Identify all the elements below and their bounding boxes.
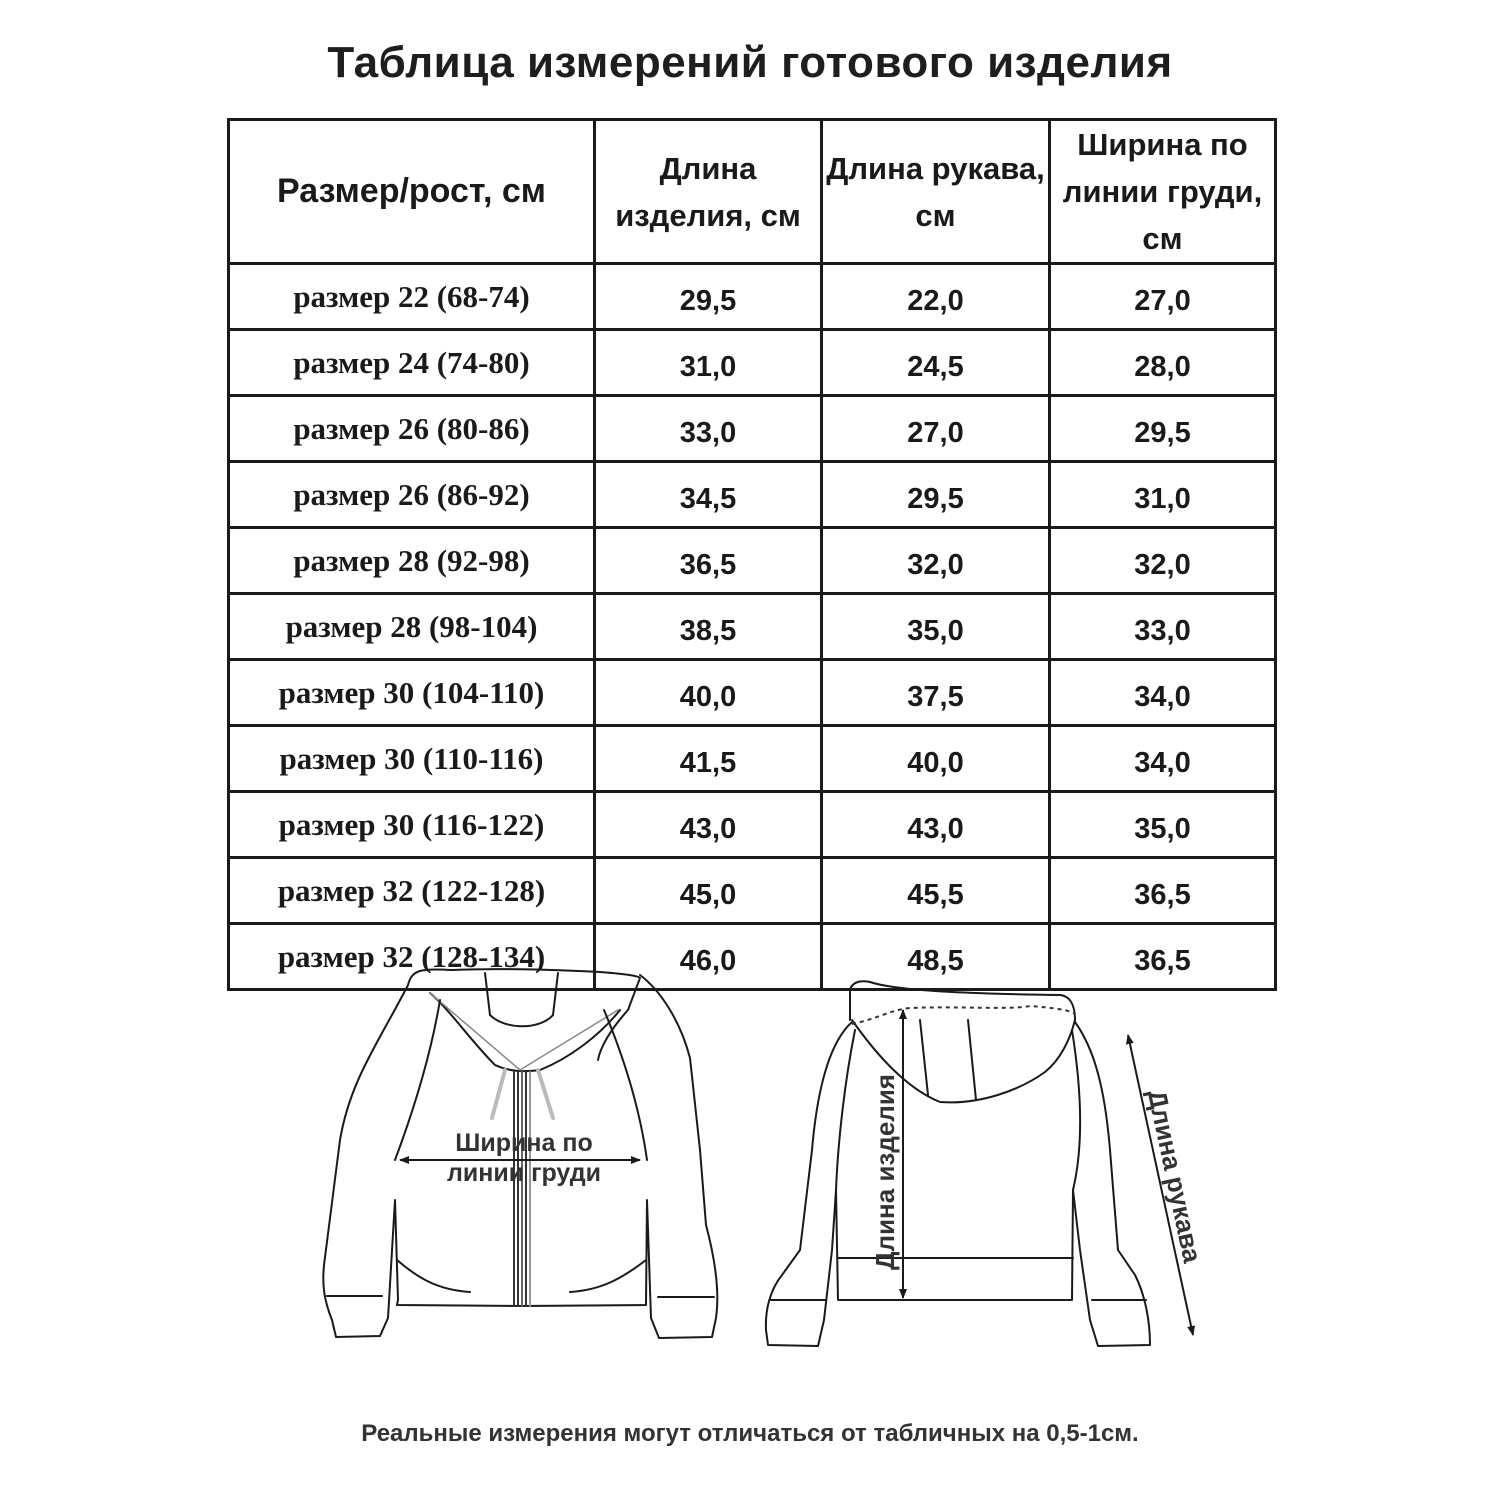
size-cell: размер 32 (122-128) (229, 858, 595, 924)
item-length-cell: 45,0 (595, 858, 822, 924)
sleeve-length-cell: 32,0 (822, 528, 1050, 594)
size-cell: размер 30 (104-110) (229, 660, 595, 726)
page-title: Таблица измерений готового изделия (327, 38, 1173, 87)
chest-width-cell: 34,0 (1050, 660, 1276, 726)
size-cell: размер 28 (92-98) (229, 528, 595, 594)
item-length-cell: 43,0 (595, 792, 822, 858)
chest-width-cell: 27,0 (1050, 264, 1276, 330)
size-cell: размер 30 (110-116) (229, 726, 595, 792)
item-length-cell: 40,0 (595, 660, 822, 726)
sleeve-length-cell: 45,5 (822, 858, 1050, 924)
sleeve-length-cell: 27,0 (822, 396, 1050, 462)
item-length-cell: 29,5 (595, 264, 822, 330)
item-length-cell: 36,5 (595, 528, 822, 594)
sleeve-length-label: Длина рукава (1141, 1086, 1208, 1266)
item-length-cell: 41,5 (595, 726, 822, 792)
item-length-cell: 38,5 (595, 594, 822, 660)
back-hoodie-drawing (766, 981, 1150, 1346)
item-length-label: Длина изделия (870, 1074, 900, 1270)
footnote: Реальные измерения могут отличаться от табличных на 0,5-1см. (361, 1420, 1139, 1447)
chest-width-cell: 36,5 (1050, 858, 1276, 924)
chest-width-cell: 29,5 (1050, 396, 1276, 462)
size-cell: размер 26 (86-92) (229, 462, 595, 528)
chest-width-cell: 31,0 (1050, 462, 1276, 528)
size-cell: размер 22 (68-74) (229, 264, 595, 330)
chest-width-cell: 34,0 (1050, 726, 1276, 792)
chest-width-cell: 33,0 (1050, 594, 1276, 660)
sleeve-length-cell: 48,5 (822, 924, 1050, 990)
size-cell: размер 28 (98-104) (229, 594, 595, 660)
sleeve-length-cell: 24,5 (822, 330, 1050, 396)
sleeve-length-cell: 22,0 (822, 264, 1050, 330)
header-size: Размер/рост, см (229, 120, 595, 264)
item-length-cell: 33,0 (595, 396, 822, 462)
item-length-cell: 31,0 (595, 330, 822, 396)
sleeve-length-cell: 35,0 (822, 594, 1050, 660)
sleeve-length-cell: 29,5 (822, 462, 1050, 528)
sleeve-length-cell: 43,0 (822, 792, 1050, 858)
chest-label-line2: линии груди (447, 1159, 601, 1187)
size-cell: размер 30 (116-122) (229, 792, 595, 858)
size-cell: размер 32 (128-134) (229, 924, 595, 990)
header-item-length: Длина изделия, см (595, 120, 822, 264)
item-length-cell: 46,0 (595, 924, 822, 990)
neckline-dotted (852, 1006, 1075, 1024)
size-cell: размер 26 (80-86) (229, 396, 595, 462)
sleeve-length-cell: 37,5 (822, 660, 1050, 726)
header-sleeve-length: Длина рукава, см (822, 120, 1050, 264)
header-chest-width: Ширина по линии груди, см (1050, 120, 1276, 264)
chest-width-cell: 28,0 (1050, 330, 1276, 396)
sleeve-length-cell: 40,0 (822, 726, 1050, 792)
chest-width-cell: 36,5 (1050, 924, 1276, 990)
chest-width-cell: 32,0 (1050, 528, 1276, 594)
size-cell: размер 24 (74-80) (229, 330, 595, 396)
chest-label-line1: Ширина по (455, 1129, 593, 1157)
item-length-cell: 34,5 (595, 462, 822, 528)
chest-width-cell: 35,0 (1050, 792, 1276, 858)
